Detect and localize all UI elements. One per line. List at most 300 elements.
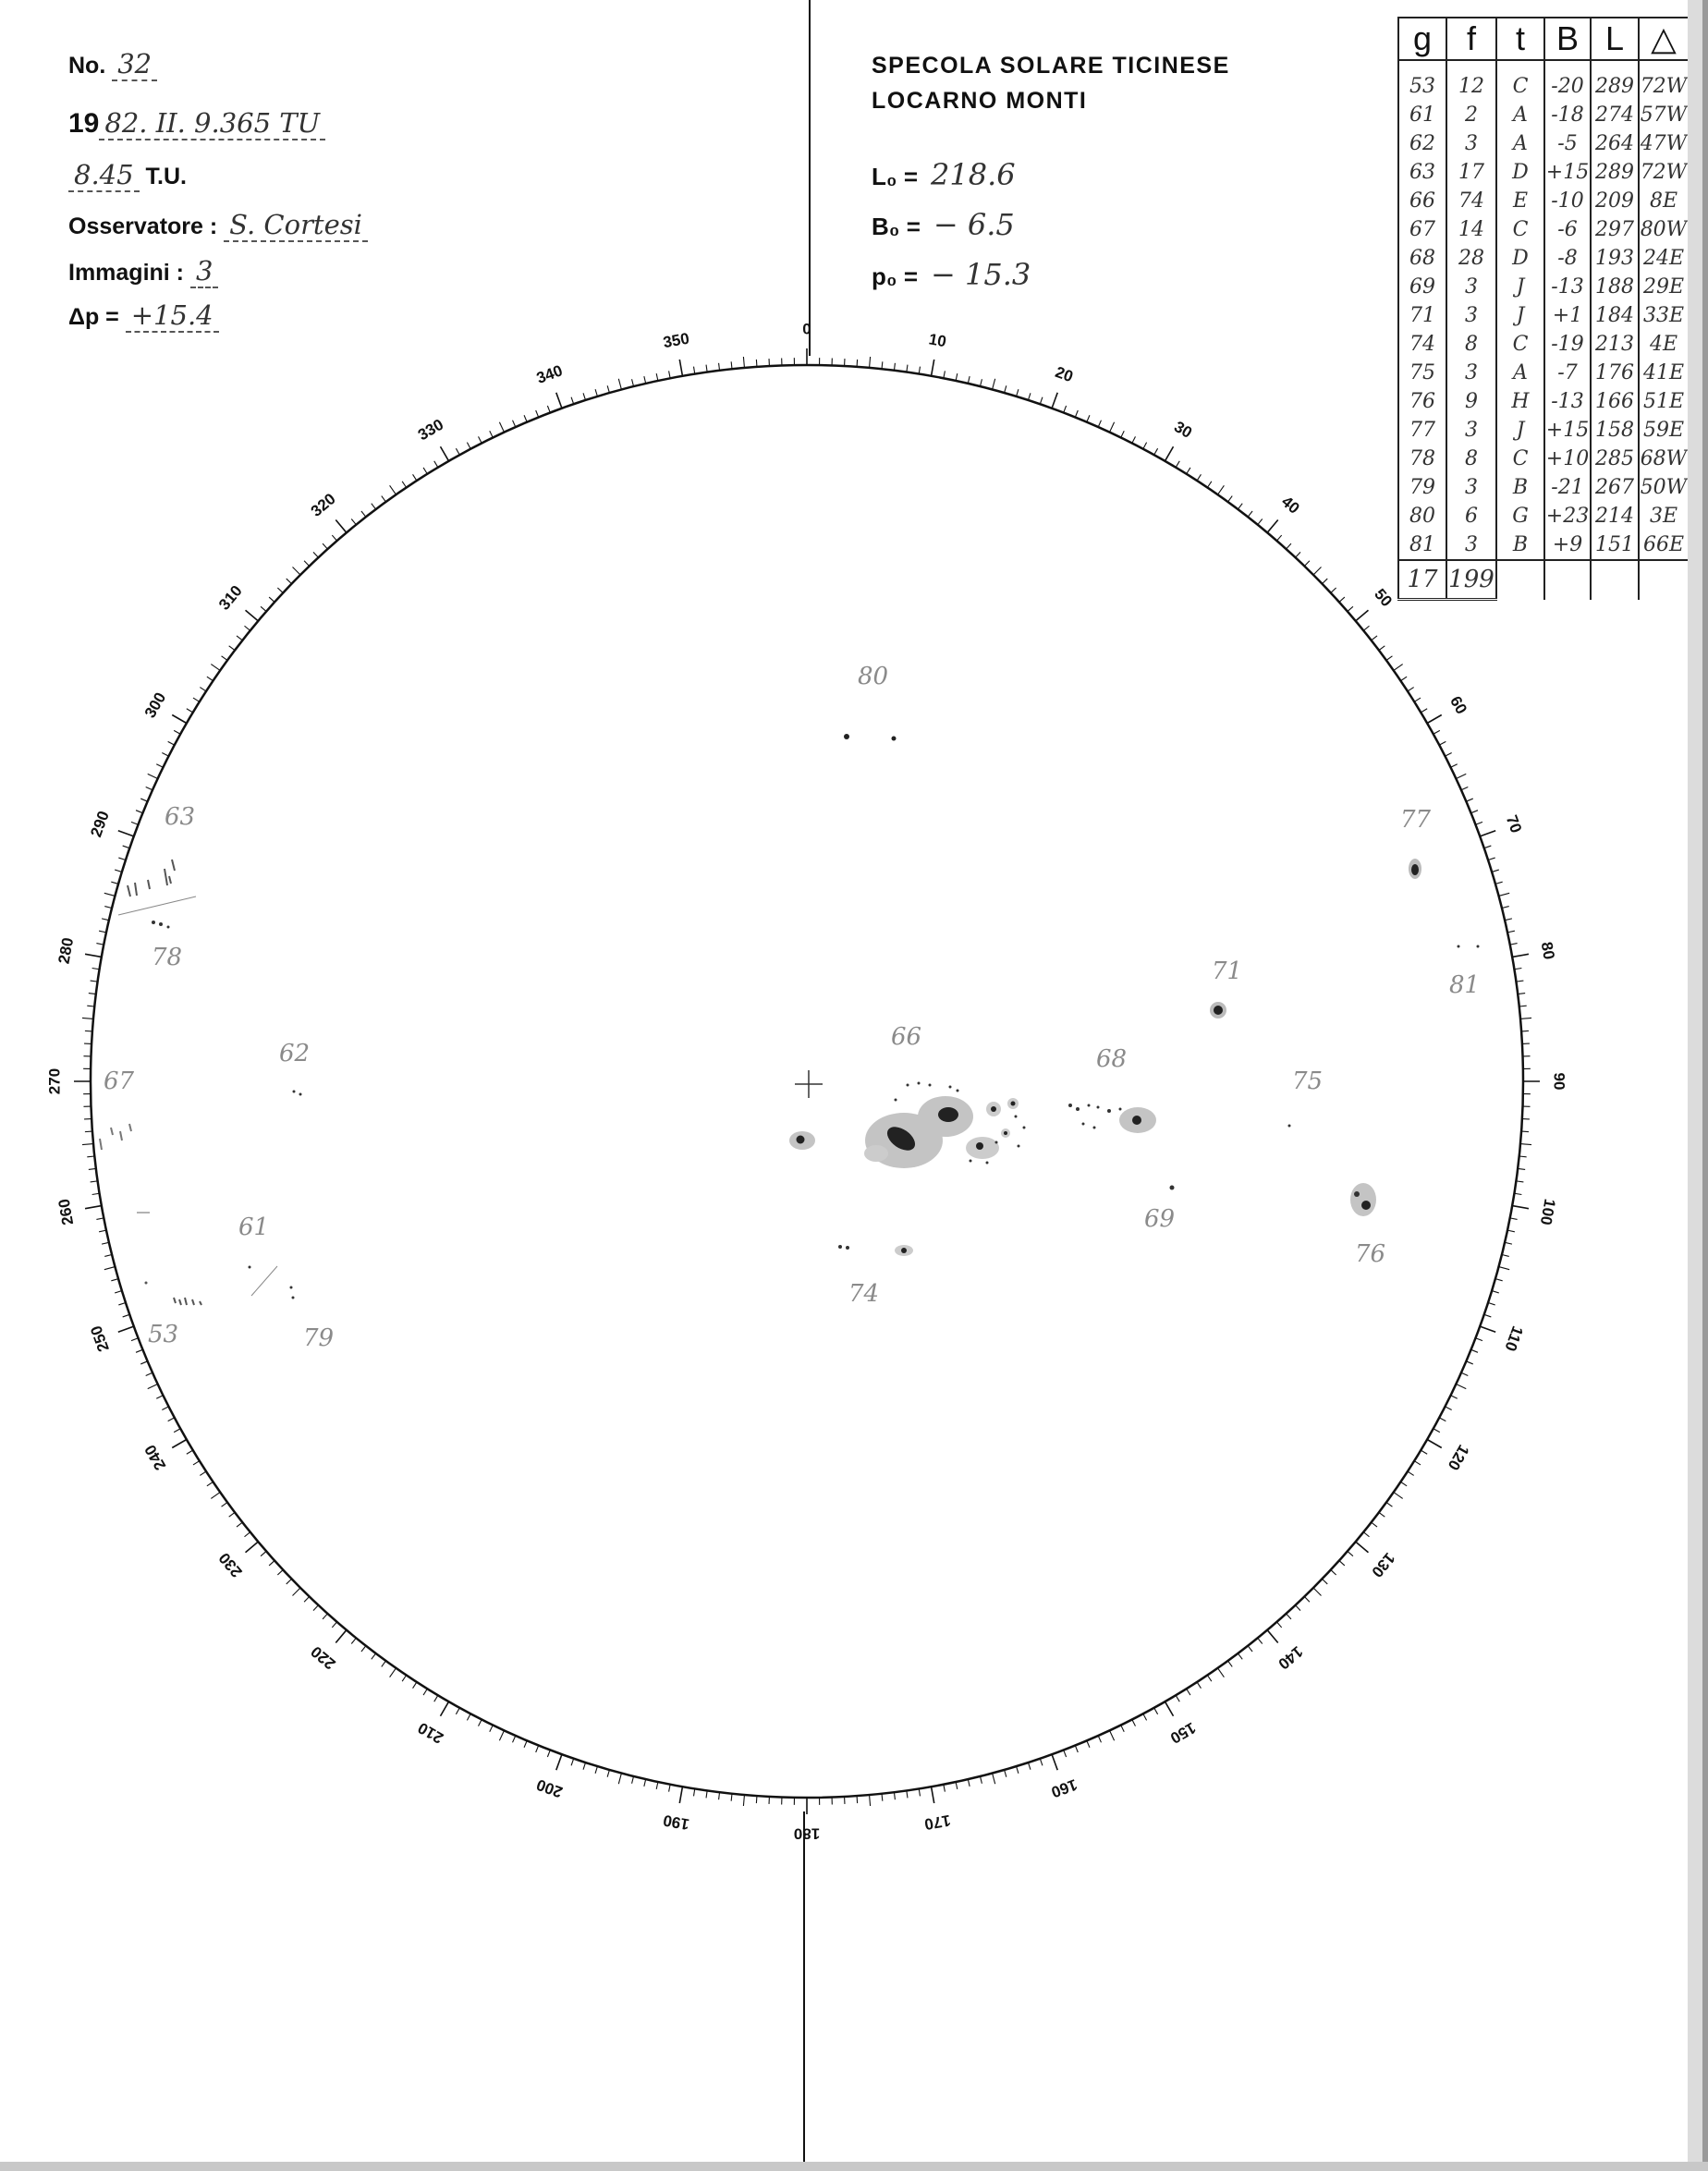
group-label-74: 74 (848, 1280, 880, 1308)
scale-tick (174, 730, 180, 734)
cell-latitude: -13 (1544, 387, 1591, 416)
sunspot-group-table (1397, 17, 1690, 601)
scale-tick (172, 715, 187, 724)
scale-tick (1228, 1661, 1233, 1666)
scale-label: 140 (1275, 1642, 1307, 1673)
scale-tick (1372, 1522, 1377, 1527)
scale-tick (237, 636, 242, 640)
scale-tick (1451, 764, 1458, 768)
cell-cm-distance: 29E (1639, 273, 1689, 301)
scale-tick (1456, 774, 1466, 778)
scale-tick (513, 1736, 516, 1742)
scale-tick (956, 1782, 958, 1789)
scale-tick (857, 360, 858, 367)
scale-tick (1132, 436, 1136, 443)
cell-type: D (1496, 158, 1544, 187)
scale-tick (944, 371, 946, 378)
B0-label: B₀ = (872, 213, 921, 240)
group-label-80: 80 (858, 663, 889, 690)
scale-tick (1218, 1668, 1225, 1677)
cell-cm-distance: 72W (1639, 158, 1689, 187)
scale-tick (102, 919, 109, 921)
cell-latitude: +15 (1544, 158, 1591, 187)
scale-tick (111, 1279, 118, 1281)
cell-type: H (1496, 387, 1544, 416)
total-blank (1544, 560, 1591, 600)
scale-tick (1322, 579, 1327, 584)
cell-cm-distance: 80W (1639, 215, 1689, 244)
cell-group: 66 (1398, 187, 1446, 215)
cell-type: A (1496, 129, 1544, 158)
scale-tick (1394, 1493, 1403, 1499)
scan-bottom-edge (0, 2162, 1708, 2171)
scale-label: 120 (1444, 1441, 1473, 1474)
cell-group: 80 (1398, 502, 1446, 531)
disk-center-cross (795, 1070, 823, 1098)
cell-longitude: 158 (1591, 416, 1639, 445)
scale-tick (244, 1532, 250, 1537)
scale-tick (1356, 610, 1369, 621)
scale-tick (499, 422, 504, 433)
scale-tick (1075, 410, 1078, 417)
cell-type: A (1496, 101, 1544, 129)
cell-latitude: -5 (1544, 129, 1591, 158)
cell-group: 63 (1398, 158, 1446, 187)
cell-cm-distance: 47W (1639, 129, 1689, 158)
cell-spots: 17 (1446, 158, 1496, 187)
p0-value: − 15.3 (931, 257, 1031, 292)
scale-tick (277, 1570, 283, 1575)
table-row (1398, 416, 1689, 445)
scale-tick (382, 496, 386, 502)
scale-tick (434, 1695, 438, 1701)
scale-tick (1401, 677, 1408, 680)
scale-tick (131, 822, 138, 824)
scale-tick (1322, 1579, 1327, 1584)
cell-type: G (1496, 502, 1544, 531)
scale-tick (1421, 1450, 1427, 1454)
scale-tick (1514, 969, 1521, 970)
scale-tick (1514, 1193, 1521, 1194)
scan-edge-dark (1702, 0, 1708, 2171)
scale-tick (536, 1746, 539, 1752)
scale-tick (390, 485, 396, 494)
cell-spots: 3 (1446, 359, 1496, 387)
group-71-spots (1210, 1002, 1226, 1018)
scale-tick (1414, 1461, 1421, 1465)
delta-p-value: +15.4 (126, 299, 219, 333)
scale-tick (148, 774, 158, 778)
date-value: 82. II. 9.365 TU (99, 107, 325, 140)
cell-group: 74 (1398, 330, 1446, 359)
scale-tick (1238, 504, 1242, 509)
scale-tick (413, 474, 417, 481)
scale-tick (571, 397, 574, 405)
scale-tick (1439, 1418, 1446, 1421)
cell-type: D (1496, 244, 1544, 273)
scale-label: 70 (1502, 812, 1526, 835)
scale-tick (222, 656, 227, 661)
scale-tick (1017, 1766, 1019, 1774)
scale-tick (1287, 1614, 1291, 1619)
cell-group: 53 (1398, 60, 1446, 101)
observatory-name: SPECOLA SOLARE TICINESE (872, 53, 1230, 79)
scale-tick (1476, 822, 1482, 824)
scale-tick (882, 1794, 883, 1801)
group-label-77: 77 (1400, 806, 1432, 834)
scale-tick (237, 1522, 242, 1527)
scale-tick (1064, 406, 1067, 412)
number-label: No. (68, 53, 106, 79)
scale-tick (313, 552, 318, 557)
group-label-81: 81 (1449, 971, 1481, 999)
scale-tick (293, 1588, 300, 1595)
scale-tick (618, 1774, 621, 1785)
scale-tick (441, 446, 449, 461)
scale-tick (99, 1230, 106, 1232)
scale-tick (756, 1796, 757, 1803)
cell-cm-distance: 66E (1639, 531, 1689, 560)
number-value: 32 (112, 48, 157, 81)
cell-latitude: -6 (1544, 215, 1591, 244)
scale-tick (632, 1776, 634, 1784)
scale-tick (269, 597, 274, 602)
delta-p-label: Δp = (68, 304, 119, 330)
scale-tick (1421, 709, 1427, 713)
scale-tick (148, 1384, 158, 1389)
scale-tick (1372, 636, 1377, 640)
scale-tick (694, 367, 695, 374)
cell-latitude: -19 (1544, 330, 1591, 359)
scale-tick (1040, 397, 1043, 405)
scale-tick (1005, 385, 1006, 393)
scale-tick (1258, 1638, 1263, 1643)
scale-tick (1507, 931, 1515, 933)
scale-tick (104, 1267, 116, 1270)
cell-type: E (1496, 187, 1544, 215)
cell-longitude: 193 (1591, 244, 1639, 273)
scale-tick (1276, 1622, 1281, 1628)
scale-tick (479, 1720, 482, 1726)
scale-tick (456, 1708, 459, 1714)
cell-type: J (1496, 273, 1544, 301)
scale-tick (731, 1794, 732, 1801)
cell-group: 79 (1398, 473, 1446, 502)
scale-tick (172, 1440, 187, 1448)
scale-tick (467, 1714, 470, 1720)
cell-group: 75 (1398, 359, 1446, 387)
scale-tick (1110, 1730, 1115, 1740)
table-row (1398, 531, 1689, 560)
date-prefix: 19 (68, 108, 100, 139)
cell-latitude: +10 (1544, 445, 1591, 473)
scale-tick (1143, 1714, 1147, 1720)
scale-tick (1075, 1746, 1078, 1752)
cell-latitude: +23 (1544, 502, 1591, 531)
scale-tick (1408, 1471, 1414, 1475)
scale-tick (706, 365, 707, 372)
cell-cm-distance: 4E (1639, 330, 1689, 359)
group-label-76: 76 (1355, 1240, 1386, 1268)
scale-tick (313, 1605, 318, 1611)
L0-label: L₀ = (872, 163, 919, 190)
cell-latitude: +9 (1544, 531, 1591, 560)
scale-tick (870, 357, 871, 368)
scale-tick (146, 1372, 152, 1375)
scale-tick (1176, 461, 1179, 468)
scale-tick (1110, 422, 1115, 433)
group-62-spots (293, 1091, 302, 1096)
scale-tick (118, 1326, 134, 1332)
table-row (1398, 101, 1689, 129)
scale-tick (1520, 1144, 1531, 1145)
scale-tick (96, 944, 104, 945)
scale-tick (1512, 954, 1529, 957)
scale-tick (632, 379, 634, 386)
scale-label: 240 (140, 1441, 170, 1474)
cell-group: 76 (1398, 387, 1446, 416)
scale-tick (287, 1579, 292, 1584)
scale-tick (556, 393, 562, 409)
scale-label: 270 (45, 1067, 64, 1095)
scale-tick (211, 1493, 220, 1499)
scale-tick (870, 1795, 871, 1806)
scale-tick (162, 753, 168, 757)
scale-tick (1207, 1676, 1211, 1682)
scale-tick (1492, 870, 1499, 872)
scale-tick (1439, 741, 1446, 745)
scale-tick (402, 1676, 406, 1682)
scale-label: 20 (1053, 362, 1076, 386)
scale-tick (644, 376, 646, 384)
cell-spots: 3 (1446, 301, 1496, 330)
scale-tick (85, 954, 102, 957)
scale-tick (1507, 1230, 1515, 1232)
cell-cm-distance: 59E (1639, 416, 1689, 445)
scale-tick (92, 1193, 100, 1194)
total-blank (1591, 560, 1639, 600)
scale-tick (1331, 1570, 1336, 1575)
scale-tick (136, 1349, 142, 1352)
scale-tick (1187, 1689, 1190, 1695)
scale-tick (1476, 1338, 1482, 1341)
scale-tick (1505, 1242, 1512, 1244)
scale-tick (293, 567, 300, 575)
cell-longitude: 214 (1591, 502, 1639, 531)
scale-tick (583, 393, 585, 400)
group-label-69: 69 (1144, 1205, 1176, 1233)
group-67-spots (100, 1124, 131, 1150)
scale-tick (1064, 1750, 1067, 1757)
scale-tick (1519, 1156, 1527, 1157)
group-label-71: 71 (1212, 957, 1243, 985)
scale-tick (669, 371, 671, 378)
table-row (1398, 129, 1689, 158)
cell-cm-distance: 68W (1639, 445, 1689, 473)
scale-tick (956, 373, 958, 381)
scale-label: 280 (55, 936, 78, 966)
scale-tick (1484, 846, 1492, 848)
images-value: 3 (190, 255, 218, 288)
scale-tick (244, 626, 250, 630)
scale-tick (92, 969, 100, 970)
scale-tick (200, 1471, 206, 1475)
scale-tick (980, 1776, 982, 1784)
total-blank (1639, 560, 1689, 600)
scale-tick (323, 1614, 327, 1619)
cell-type: C (1496, 60, 1544, 101)
scale-tick (644, 1779, 646, 1787)
observer-label: Osservatore : (68, 213, 218, 239)
p0-label: p₀ = (872, 262, 919, 290)
scale-label: 170 (922, 1811, 952, 1834)
scale-tick (595, 389, 597, 396)
scale-label: 260 (55, 1197, 78, 1226)
cell-spots: 14 (1446, 215, 1496, 244)
scale-tick (1434, 1429, 1440, 1433)
scale-tick (490, 431, 494, 437)
cell-group: 81 (1398, 531, 1446, 560)
scale-tick (1488, 858, 1495, 860)
scale-label: 10 (927, 330, 948, 351)
scale-tick (1267, 520, 1278, 533)
scale-label: 90 (1550, 1072, 1568, 1091)
cell-cm-distance: 41E (1639, 359, 1689, 387)
scale-tick (1132, 1720, 1136, 1726)
cell-type: C (1496, 330, 1544, 359)
scale-tick (571, 1759, 574, 1766)
cell-cm-distance: 72W (1639, 60, 1689, 101)
scale-label: 80 (1537, 940, 1558, 961)
scale-label: 300 (140, 689, 170, 722)
scale-tick (1248, 1646, 1252, 1652)
group-79-spots (290, 1287, 295, 1299)
scale-tick (156, 764, 163, 768)
scale-tick (1339, 597, 1345, 602)
scale-tick (187, 1450, 193, 1454)
time-value: 8.45 (68, 159, 140, 192)
scale-tick (1154, 448, 1158, 455)
scale-label: 210 (414, 1718, 447, 1748)
scale-tick (1379, 1512, 1385, 1517)
cell-spots: 12 (1446, 60, 1496, 101)
cell-latitude: -7 (1544, 359, 1591, 387)
scale-tick (87, 1156, 94, 1157)
scale-tick (1098, 1736, 1101, 1742)
cell-spots: 3 (1446, 273, 1496, 301)
cell-group: 69 (1398, 273, 1446, 301)
scale-tick (336, 1630, 347, 1643)
observatory-location: LOCARNO MONTI (872, 88, 1088, 114)
table-row (1398, 273, 1689, 301)
col-header-t: t (1496, 18, 1544, 60)
table-row (1398, 187, 1689, 215)
scale-tick (1386, 1503, 1392, 1507)
table-row (1398, 502, 1689, 531)
scale-tick (479, 436, 482, 443)
scale-tick (1446, 753, 1452, 757)
cell-group: 61 (1398, 101, 1446, 129)
scale-tick (1502, 907, 1509, 909)
scale-tick (1461, 1372, 1468, 1375)
cell-latitude: -13 (1544, 273, 1591, 301)
scale-tick (1484, 1314, 1492, 1317)
cell-spots: 3 (1446, 416, 1496, 445)
scale-tick (1427, 715, 1442, 724)
cell-group: 68 (1398, 244, 1446, 273)
scale-tick (261, 1551, 266, 1555)
scale-tick (413, 1682, 417, 1689)
scale-tick (1495, 1279, 1503, 1281)
scale-tick (287, 579, 292, 584)
scale-tick (1363, 626, 1369, 630)
scale-tick (1456, 1384, 1466, 1389)
scale-tick (187, 709, 193, 713)
group-61-spots (249, 1266, 278, 1297)
scale-tick (304, 561, 310, 567)
scale-tick (743, 1795, 744, 1806)
group-label-75: 75 (1292, 1067, 1324, 1095)
scale-tick (1143, 443, 1147, 449)
group-53-spots (145, 1282, 202, 1306)
scale-tick (372, 1653, 376, 1659)
total-groups: 17 (1398, 560, 1446, 600)
scale-tick (361, 1646, 366, 1652)
scale-tick (1471, 1349, 1478, 1352)
scale-tick (1499, 893, 1510, 896)
scale-label: 310 (215, 581, 246, 614)
scale-label: 150 (1166, 1718, 1200, 1748)
scale-tick (1516, 981, 1523, 982)
scale-tick (193, 1461, 200, 1465)
scale-label: 40 (1277, 493, 1303, 518)
scale-tick (1363, 1532, 1369, 1537)
scale-tick (499, 1730, 504, 1740)
scale-tick (1466, 799, 1472, 801)
scale-tick (1499, 1267, 1510, 1270)
scale-tick (968, 1779, 970, 1787)
scale-tick (1379, 646, 1385, 651)
scale-tick (402, 482, 406, 488)
scale-tick (1098, 421, 1101, 427)
scale-tick (1154, 1708, 1158, 1714)
cell-spots: 3 (1446, 473, 1496, 502)
scale-tick (222, 1503, 227, 1507)
cell-latitude: -18 (1544, 101, 1591, 129)
scale-tick (261, 606, 266, 611)
cell-spots: 9 (1446, 387, 1496, 416)
images-label: Immagini : (68, 260, 185, 286)
col-header-g: g (1398, 18, 1446, 60)
scale-label: 0 (802, 320, 811, 338)
scale-label: 60 (1446, 693, 1470, 717)
scale-tick (140, 799, 147, 801)
scale-tick (1296, 1605, 1300, 1611)
scale-tick (372, 504, 376, 509)
total-spots: 199 (1446, 560, 1496, 600)
scale-tick (96, 1218, 104, 1220)
B0-value: − 6.5 (933, 207, 1015, 242)
group-label-53: 53 (148, 1321, 179, 1348)
cell-longitude: 267 (1591, 473, 1639, 502)
scale-label: 230 (215, 1549, 246, 1581)
scale-tick (229, 1512, 235, 1517)
scale-tick (118, 858, 126, 860)
group-label-62: 62 (279, 1040, 311, 1067)
scale-tick (168, 741, 175, 745)
scale-tick (456, 448, 459, 455)
scale-label: 340 (534, 361, 566, 387)
